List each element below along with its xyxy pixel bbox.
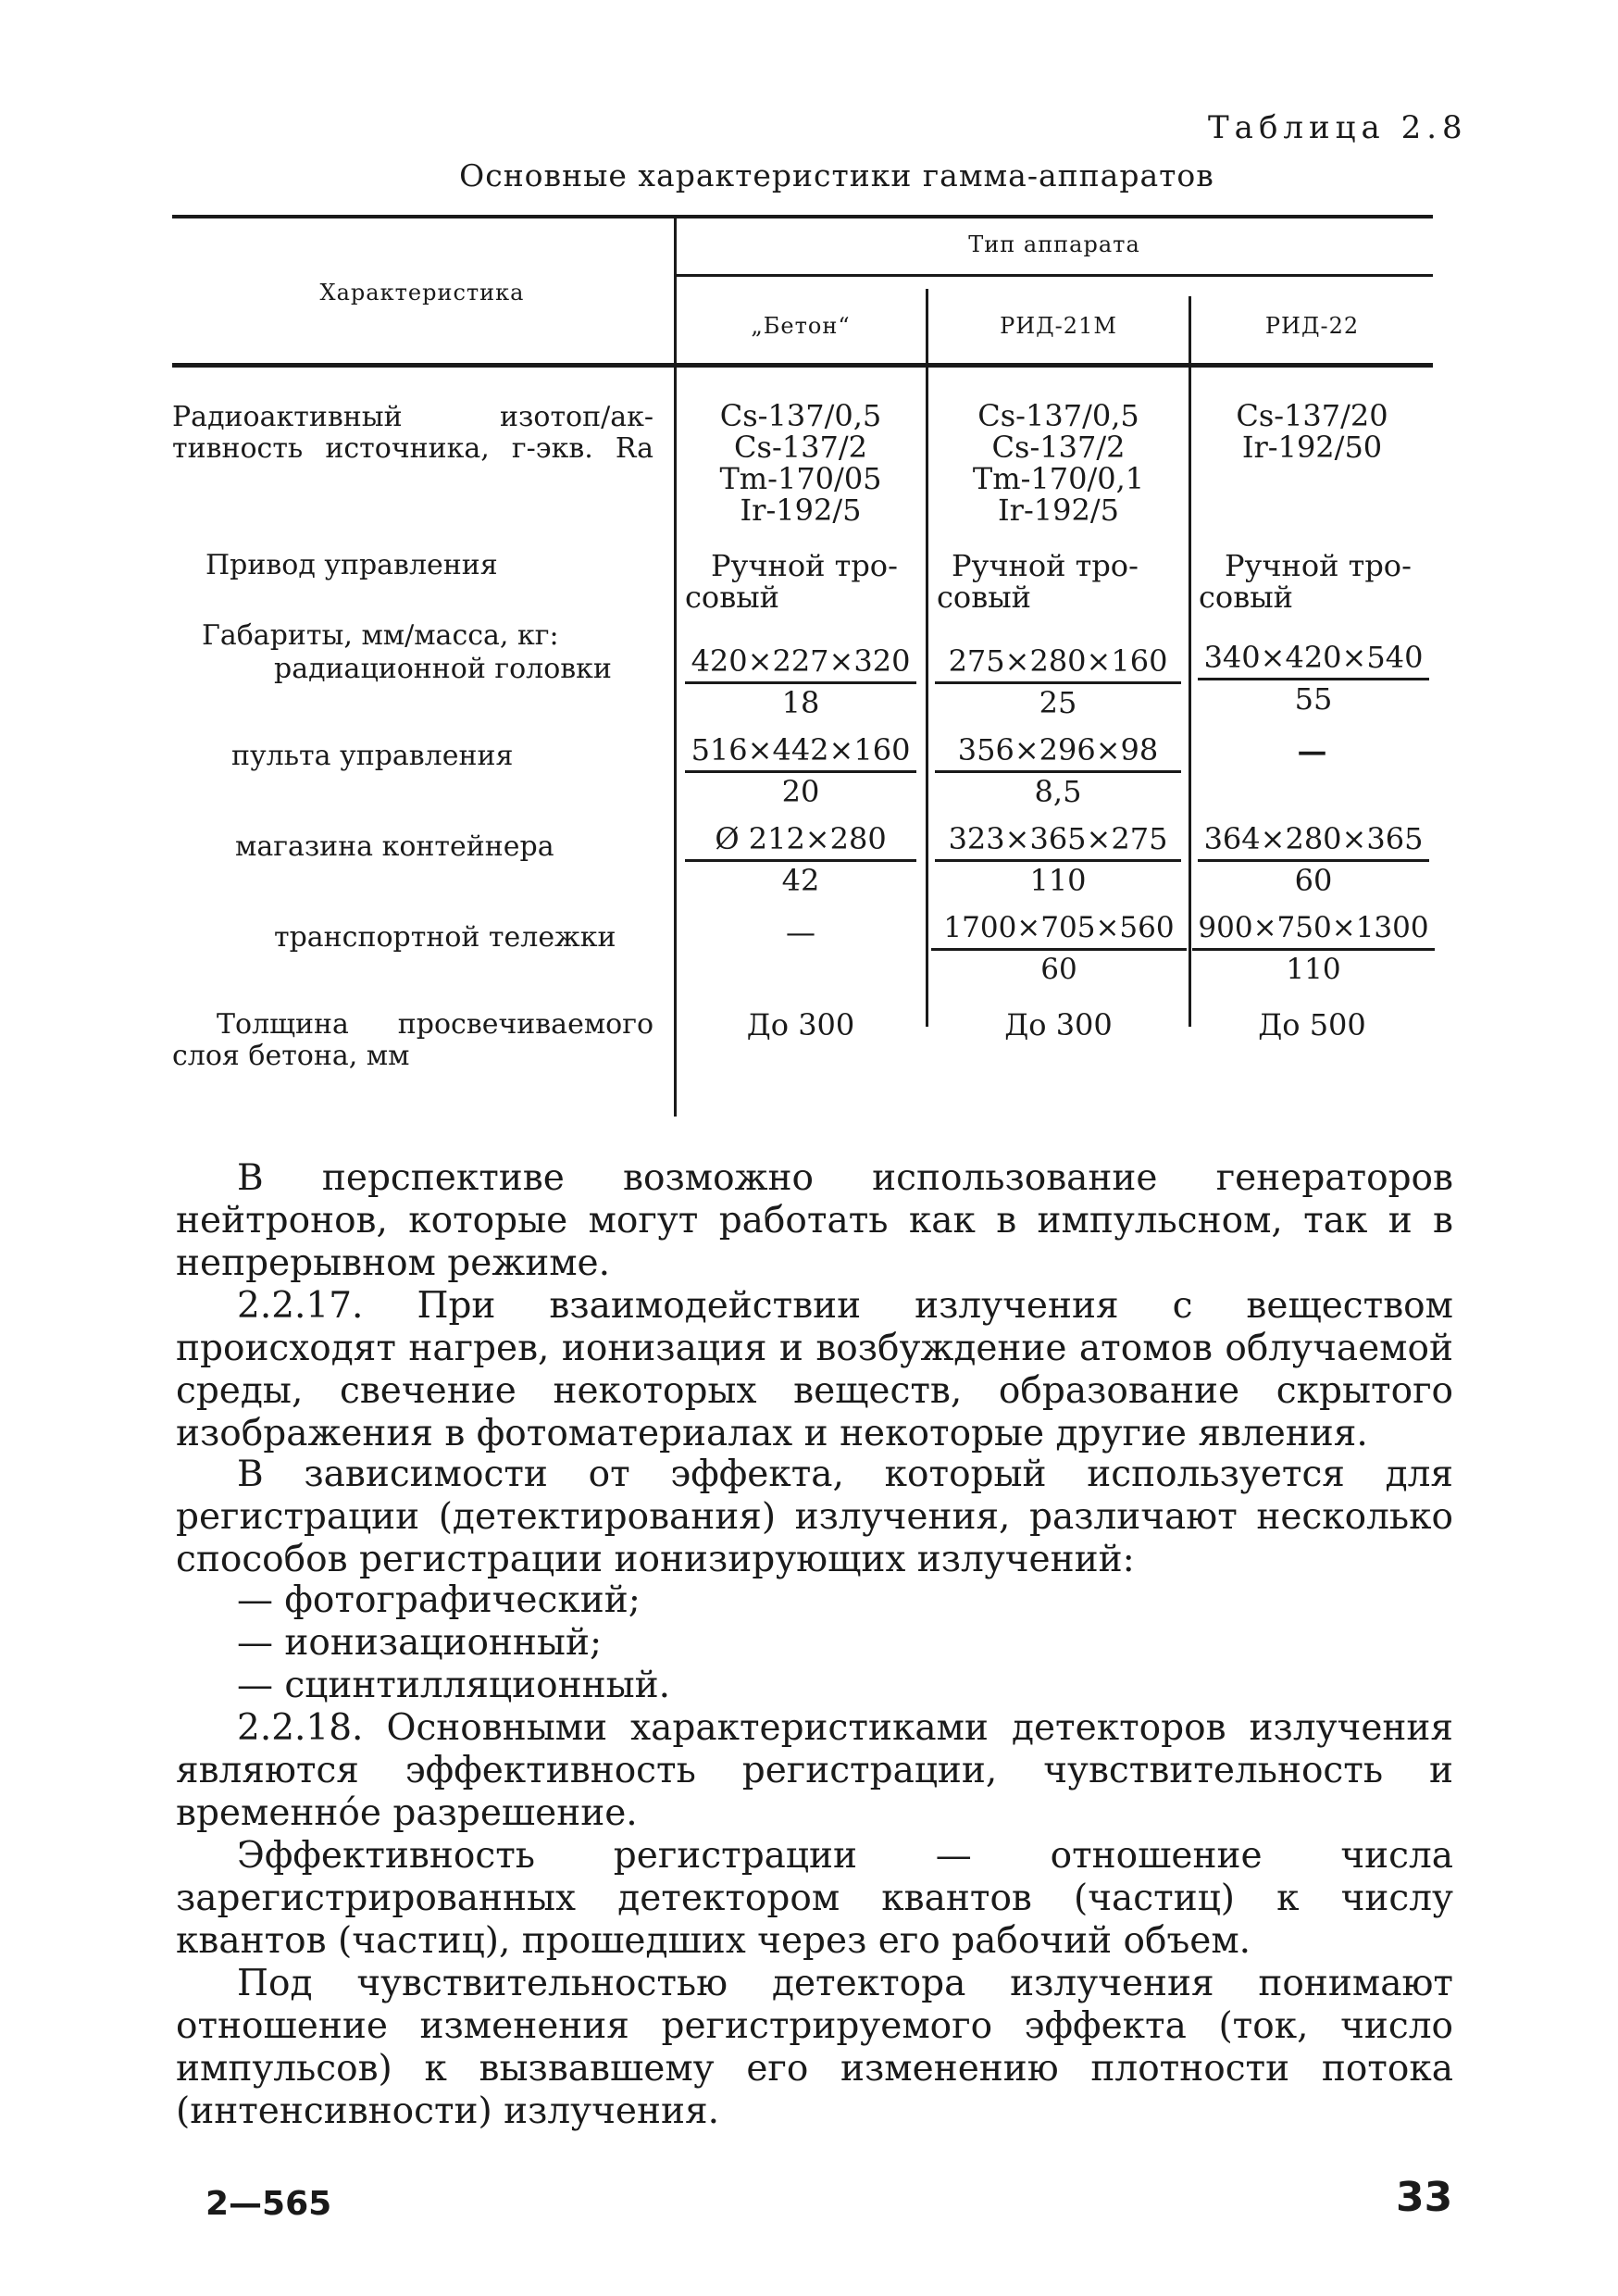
frac-numerator: 516×442×160: [685, 733, 916, 773]
frac-numerator: 275×280×160: [935, 644, 1181, 684]
cell-drive-beton: [685, 550, 916, 613]
paragraph-efficiency: Эффективность регистрации — отношение числа зарегистрированных детектором квантов (частиц) к числу квантов (частиц), прошедших через его рабочий объем.: [176, 1835, 1453, 1962]
cell-line: Tm-170/0,1: [972, 461, 1145, 496]
col-header-group: Тип аппарата: [968, 231, 1140, 257]
frac-denominator: 60: [1294, 863, 1333, 898]
row-label-transport-cart: транспортной тележки: [274, 921, 616, 954]
cell-transport-cart-rid21m: [931, 911, 1187, 986]
cell-line: Cs-137/2: [991, 430, 1126, 465]
table-top-rule: [172, 215, 1433, 218]
table-label: Таблица 2.8: [1208, 109, 1468, 146]
cell-transport-cart-rid22: [1192, 911, 1435, 986]
cell-radiation-head-rid21m: [935, 644, 1181, 719]
row-label-thickness-line1: Толщина просвечиваемого: [217, 1008, 653, 1041]
cell-container-magazine-rid22: [1198, 822, 1429, 897]
frac-numerator: 364×280×365: [1198, 822, 1429, 862]
frac-numerator: 420×227×320: [685, 644, 916, 684]
frac-denominator: 60: [1040, 953, 1077, 986]
cell-control-panel-rid21m: [935, 733, 1181, 808]
frac-numerator: 323×365×275: [935, 822, 1181, 862]
frac-numerator: 1700×705×560: [931, 911, 1187, 951]
table-title: Основные характеристики гамма-аппаратов: [459, 157, 1214, 193]
cell-radiation-head-rid22: [1198, 641, 1429, 716]
cell-line: Ручной тро-: [711, 548, 898, 583]
row-label-thickness-line2: слоя бетона, мм: [172, 1040, 410, 1072]
col-header-rid-21m: РИД-21М: [1000, 313, 1117, 339]
cell-line: Ir-192/50: [1241, 430, 1383, 465]
frac-numerator: 340×420×540: [1198, 641, 1429, 680]
row-label-isotope-line2: тивность источника, г-экв. Ra: [172, 432, 653, 465]
frac-denominator: 55: [1294, 681, 1333, 717]
frac-denominator: 42: [781, 863, 820, 898]
cell-control-panel-beton: [685, 733, 916, 808]
row-label-thickness: [172, 1009, 653, 1072]
cell-line: Ir-192/5: [998, 493, 1119, 528]
cell-control-panel-rid22: —: [1297, 733, 1327, 768]
col-divider-main: [674, 218, 677, 1117]
cell-line: Cs-137/0,5: [719, 398, 882, 433]
cell-transport-cart-beton: —: [786, 915, 815, 950]
header-group-rule: [676, 274, 1433, 277]
table-header-bottom-rule: [172, 363, 1433, 368]
cell-isotope-rid22: [1191, 400, 1433, 463]
cell-line: Ручной тро-: [952, 548, 1139, 583]
cell-isotope-beton: [676, 400, 926, 526]
frac-denominator: 18: [781, 685, 820, 720]
row-label-isotope-line1: Радиоактивный изотоп/ак-: [172, 401, 653, 433]
frac-denominator: 25: [1039, 685, 1077, 720]
cell-line: Ir-192/5: [740, 493, 862, 528]
cell-drive-rid22: [1199, 550, 1430, 613]
col-header-rid-22: РИД-22: [1264, 313, 1360, 339]
cell-drive-rid21m: [937, 550, 1179, 613]
cell-line: Tm-170/05: [719, 461, 882, 496]
cell-line: Cs-137/2: [734, 430, 867, 465]
frac-denominator: 20: [781, 774, 820, 809]
cell-radiation-head-beton: [685, 644, 916, 719]
row-label-isotope: [172, 402, 653, 465]
list-item-ionization: — ионизационный;: [237, 1622, 603, 1664]
paragraph-sensitivity: Под чувствительностью детектора излучения понимают отношение изменения регистрируемого эффекта (ток, число импульсов) к вызвавшему его изменению плотности потока (интенсивности) излучения.: [176, 1963, 1453, 2132]
row-label-control-panel: пульта управления: [231, 740, 514, 772]
paragraph-2-2-17: 2.2.17. При взаимодействии излучения с веществом происходят нагрев, ионизация и возбуждение атомов облучаемой среды, свечение некоторых веществ, образование скрытого изображения в фотоматериалах и некоторые другие явления.: [176, 1285, 1453, 1454]
row-label-radiation-head: радиационной головки: [274, 653, 612, 685]
col-header-characteristic: Характеристика: [319, 280, 525, 306]
row-label-drive: Привод управления: [205, 549, 498, 581]
cell-line: совый: [685, 580, 779, 615]
paragraph-registration-methods: В зависимости от эффекта, который используется для регистрации (детектирования) излучения, различают несколько способов регистрации ионизирующих излучений:: [176, 1454, 1453, 1580]
cell-line: совый: [1199, 580, 1293, 615]
cell-thickness-rid22: До 500: [1258, 1007, 1366, 1042]
row-label-container-magazine: магазина контейнера: [235, 830, 554, 863]
frac-numerator: 356×296×98: [935, 733, 1181, 773]
cell-thickness-rid21m: До 300: [1004, 1007, 1113, 1042]
cell-line: Ручной тро-: [1225, 548, 1412, 583]
cell-isotope-rid21m: [928, 400, 1189, 526]
page-number: 33: [1396, 2174, 1453, 2221]
cell-line: Cs-137/20: [1236, 398, 1388, 433]
printer-signature: 2—565: [205, 2185, 332, 2223]
cell-container-magazine-rid21m: [935, 822, 1181, 897]
col-divider-2b: [1189, 368, 1191, 1027]
row-label-dims: Габариты, мм/масса, кг:: [202, 619, 559, 652]
cell-line: Cs-137/0,5: [977, 398, 1139, 433]
cell-thickness-beton: До 300: [746, 1007, 855, 1042]
cell-line: совый: [937, 580, 1031, 615]
paragraph-2-2-18: 2.2.18. Основными характеристиками детекторов излучения являются эффективность регистрации, чувствительность и временнóе разрешение.: [176, 1707, 1453, 1834]
cell-container-magazine-beton: [685, 822, 916, 897]
frac-numerator: 900×750×1300: [1192, 911, 1435, 951]
frac-denominator: 110: [1286, 953, 1341, 986]
frac-numerator: Ø 212×280: [685, 822, 916, 862]
col-header-beton: „Бетон“: [751, 313, 851, 339]
paragraph-neutron-generators: В перспективе возможно использование генераторов нейтронов, которые могут работать как в импульсном, так и в непрерывном режиме.: [176, 1157, 1453, 1284]
list-item-scintillation: — сцинтилляционный.: [237, 1665, 670, 1706]
list-item-photographic: — фотографический;: [237, 1579, 641, 1621]
frac-denominator: 110: [1029, 863, 1087, 898]
frac-denominator: 8,5: [1034, 774, 1082, 809]
